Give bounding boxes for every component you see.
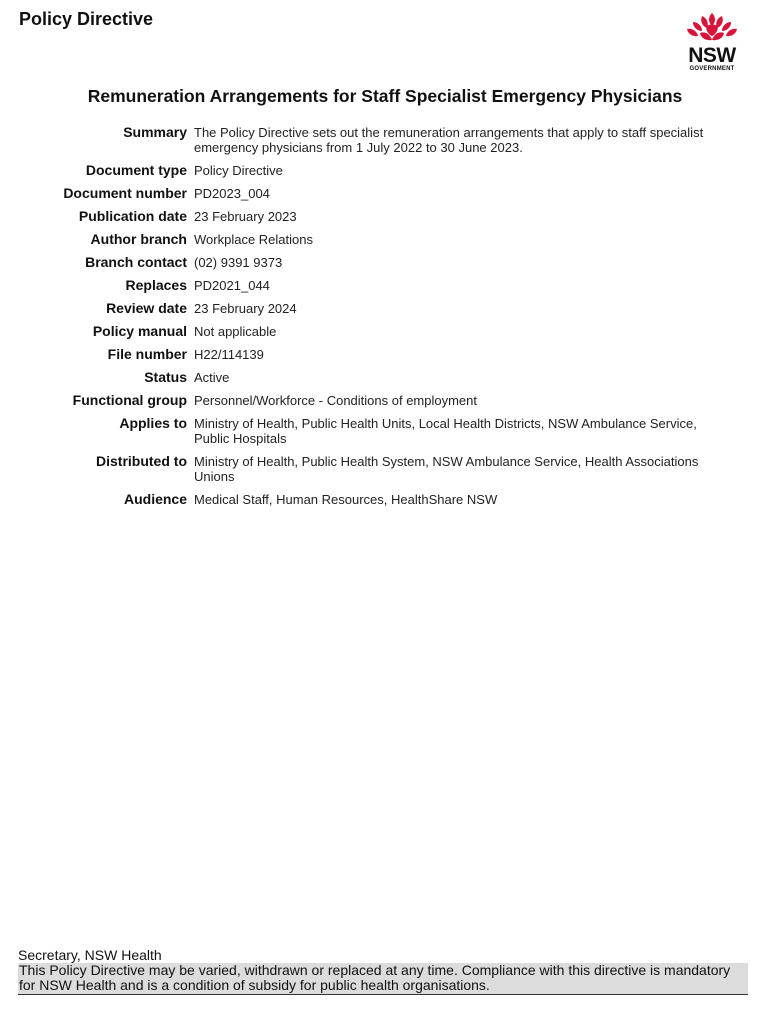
field-label: Summary <box>123 124 187 140</box>
field-value: (02) 9391 9373 <box>194 255 283 270</box>
field-row-replaces <box>20 278 720 301</box>
field-row-audience <box>20 492 720 515</box>
field-value: PD2021_044 <box>194 278 270 293</box>
field-value: Workplace Relations <box>194 232 313 247</box>
field-row-document-number <box>20 186 720 209</box>
document-metadata-table <box>20 125 720 515</box>
field-row-status <box>20 370 720 393</box>
field-label: Document type <box>85 162 187 178</box>
field-label: Functional group <box>72 392 187 408</box>
field-value: The Policy Directive sets out the remuneration arrangements that apply to staff specialist emergency physicians from 1 July 2022 to 30 June 2023. <box>194 125 704 155</box>
field-row-functional-group <box>20 393 720 416</box>
field-row-summary <box>20 125 720 163</box>
field-label: Replaces <box>125 277 187 293</box>
field-value: Ministry of Health, Public Health Units, Local Health Districts, NSW Ambulance Service, Public Hospitals <box>194 416 697 446</box>
field-value: Personnel/Workforce - Conditions of employment <box>194 393 477 408</box>
field-row-document-type <box>20 163 720 186</box>
logo-subtitle: GOVERNMENT <box>689 66 735 72</box>
compliance-notice: This Policy Directive may be varied, withdrawn or replaced at any time. Compliance with this directive is mandatory for NSW Health and is a condition of subsidy for public health organisations. <box>18 963 748 995</box>
field-label: Audience <box>123 491 187 507</box>
nsw-government-logo <box>682 12 742 74</box>
field-row-applies-to <box>20 416 720 454</box>
field-value: Medical Staff, Human Resources, HealthShare NSW <box>194 492 498 507</box>
field-label: Applies to <box>119 415 187 431</box>
field-label: Branch contact <box>85 254 187 270</box>
field-label: Status <box>144 369 187 385</box>
field-label: Publication date <box>78 208 187 224</box>
field-value: Active <box>194 370 230 385</box>
document-type-heading: Policy Directive <box>19 9 154 29</box>
field-row-author-branch <box>20 232 720 255</box>
footer <box>18 948 748 995</box>
field-value: 23 February 2024 <box>194 301 297 316</box>
field-label: Author branch <box>90 231 187 247</box>
field-row-policy-manual <box>20 324 720 347</box>
field-value: Ministry of Health, Public Health System, NSW Ambulance Service, Health Associations Unions <box>194 454 699 484</box>
field-value: H22/114139 <box>194 347 264 362</box>
logo-wordmark: NSW <box>688 44 736 67</box>
field-row-publication-date <box>20 209 720 232</box>
waratah-flower-icon <box>682 12 742 46</box>
field-value: 23 February 2023 <box>194 209 297 224</box>
document-title: Remuneration Arrangements for Staff Specialist Emergency Physicians <box>87 86 683 106</box>
field-row-branch-contact <box>20 255 720 278</box>
field-row-distributed-to <box>20 454 720 492</box>
field-value: PD2023_004 <box>194 186 270 201</box>
field-value: Not applicable <box>194 324 277 339</box>
field-label: Distributed to <box>96 453 187 469</box>
field-label: Review date <box>106 300 187 316</box>
signatory: Secretary, NSW Health <box>18 947 162 963</box>
field-label: Document number <box>63 185 187 201</box>
field-row-review-date <box>20 301 720 324</box>
field-value: Policy Directive <box>194 163 283 178</box>
field-label: File number <box>107 346 187 362</box>
field-row-file-number <box>20 347 720 370</box>
field-label: Policy manual <box>92 323 187 339</box>
